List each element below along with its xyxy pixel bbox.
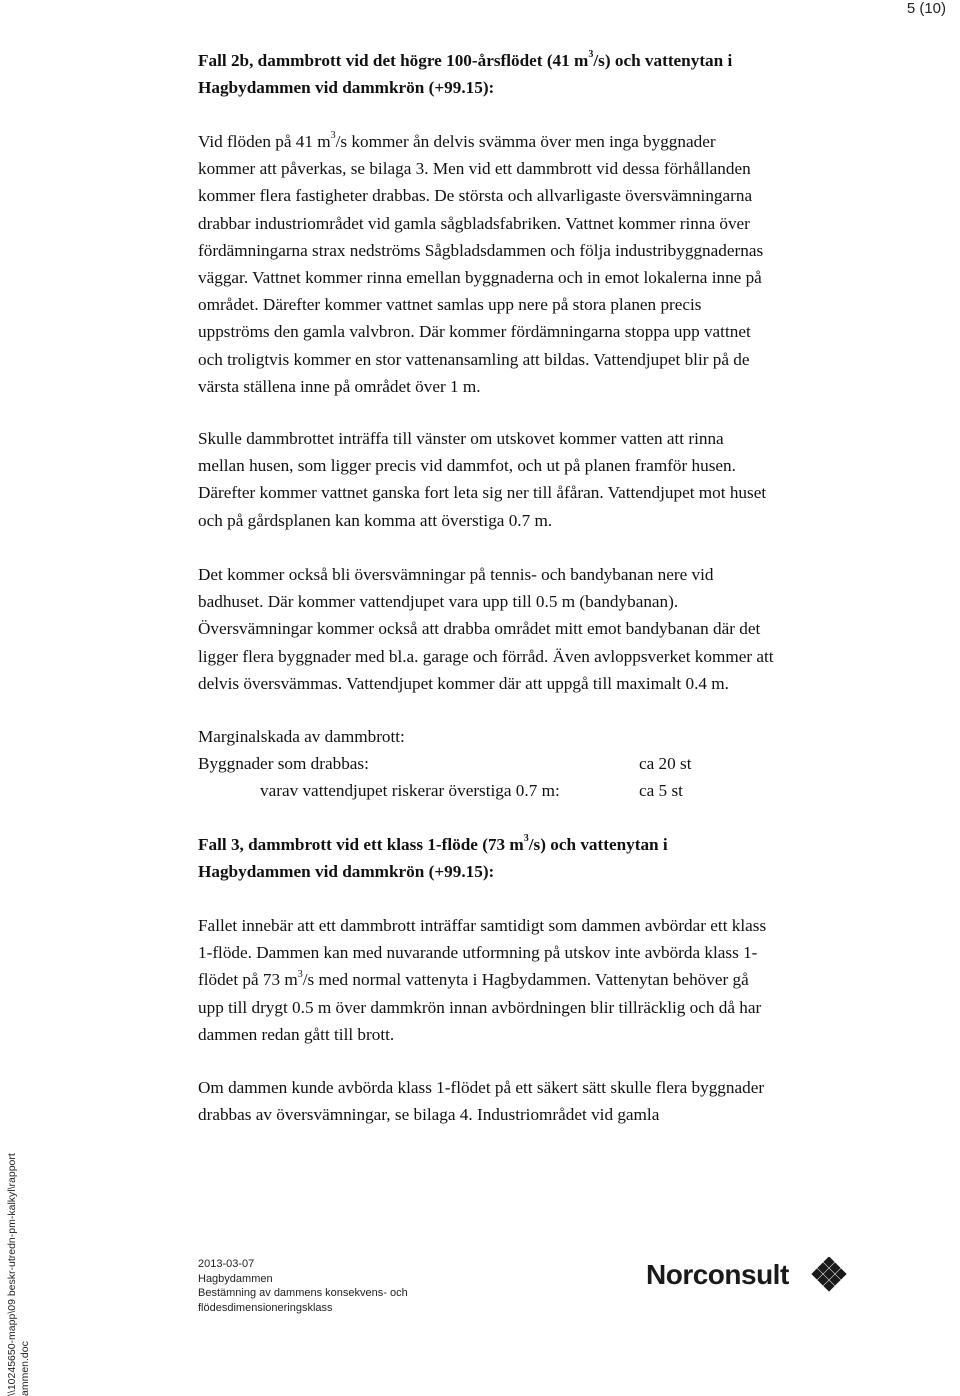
buildings-label: Byggnader som drabbas: bbox=[198, 754, 369, 774]
page-number: 5 (10) bbox=[906, 0, 946, 17]
norconsult-logo bbox=[646, 1257, 850, 1299]
footer-title-line1: Bestämning av dammens konsekvens- och bbox=[198, 1287, 408, 1299]
fall3-heading: Fall 3, dammbrott vid ett klass 1-flöde (73 $m^3/s$) och vattenytan i Hagbydammen vid dammkrön (+99.15): bbox=[198, 833, 668, 882]
depth-label: varav vattendjupet riskerar överstiga 0.7 m: bbox=[260, 781, 560, 801]
fall3-paragraph-2: Om dammen kunde avbörda klass 1-flödet på ett säkert sätt skulle flera byggnader drabbas av översvämningar, se bilaga 4. Industriområdet vid gamla bbox=[198, 1078, 765, 1125]
fall2b-heading: Fall 2b, dammbrott vid det högre 100-årsflödet (41 $m^3/s$) och vattenytan i Hagbydammen vid dammkrön (+99.15): bbox=[198, 49, 733, 98]
depth-value: ca 5 st bbox=[639, 781, 683, 801]
fall2b-paragraph-2: Skulle dammbrottet inträffa till vänster om utskovet kommer vatten att rinna mellan husen, som ligger precis vid dammfot, och ut på planen framför husen. Därefter kommer vattnet ganska fort leta sig ner till åfåran. Vattendjupet mot huset och på gårdsplanen kan komma att överstiga 0.7 m. bbox=[198, 429, 767, 530]
marginal-damage-summary bbox=[198, 723, 863, 805]
buildings-value: ca 20 st bbox=[639, 754, 692, 774]
side-path-line2: ammen.doc bbox=[19, 1341, 31, 1396]
fall2b-paragraph-1: Vid flöden på 41 $m^3/s$ kommer ån delvis svämma över men inga byggnader kommer att påverkas, se bilaga 3. Men vid ett dammbrott vid dessa förhållanden kommer flera fastigheter drabbas. De största och allvarligaste översvämningarna drabbar industriområdet vid gamla sågbladsfabriken. Vattnet kommer rinna över fördämningarna strax nedströms Sågbladsdammen och följa industribyggnadernas väggar. Vattnet kommer rinna emellan byggnaderna och in emot lokalerna inne på området. Därefter kommer vattnet samlas upp nere på stora planen precis uppströms den gamla valvbron. Där kommer fördämningarna stoppa upp vattnet och troligtvis kommer en stor vattenansamling att bildas. Vattendjupet blir på de värsta ställena inne på området över 1 m. bbox=[198, 130, 764, 396]
fall2b-paragraph-3: Det kommer också bli översvämningar på tennis- och bandybanan nere vid badhuset. Där kommer vattendjupet vara upp till 0.5 m (bandybanan). Översvämningar kommer också att drabba området mitt emot bandybanan där det ligger flera byggnader med bl.a. garage och förråd. Även avloppsverket kommer att delvis översvämmas. Vattendjupet kommer där att uppgå till maximalt 0.4 m. bbox=[198, 565, 774, 693]
depth-row bbox=[198, 777, 863, 804]
logo-diamond-icon bbox=[808, 1257, 850, 1299]
footer-title-line2: flödesdimensioneringsklass bbox=[198, 1301, 333, 1314]
fall3-paragraph-1: Fallet innebär att ett dammbrott inträffar samtidigt som dammen avbördar ett klass 1-flöde. Dammen kan med nuvarande utformning på utskov inte avbörda klass 1- flödet på 73 $m^3/s$ med normal vattenyta i Hagbydammen. Vattenytan behöver gå upp till drygt 0.5 m över dammkrön innan avbördningen blir tillräcklig och då har dammen redan gått till brott. bbox=[198, 916, 767, 1044]
logo-wordmark: Norconsult bbox=[646, 1259, 789, 1290]
footer-project: Hagbydammen bbox=[198, 1272, 273, 1285]
side-file-path bbox=[0, 1136, 36, 1396]
side-path-line1: \\10245650-mapp\09 beskr-utredn-pm-kalkyl\rapport bbox=[6, 1153, 18, 1396]
footer-date: 2013-03-07 bbox=[198, 1258, 255, 1270]
footer-info bbox=[198, 1257, 408, 1315]
buildings-row bbox=[198, 750, 863, 777]
marginal-title: Marginalskada av dammbrott: bbox=[198, 727, 405, 746]
